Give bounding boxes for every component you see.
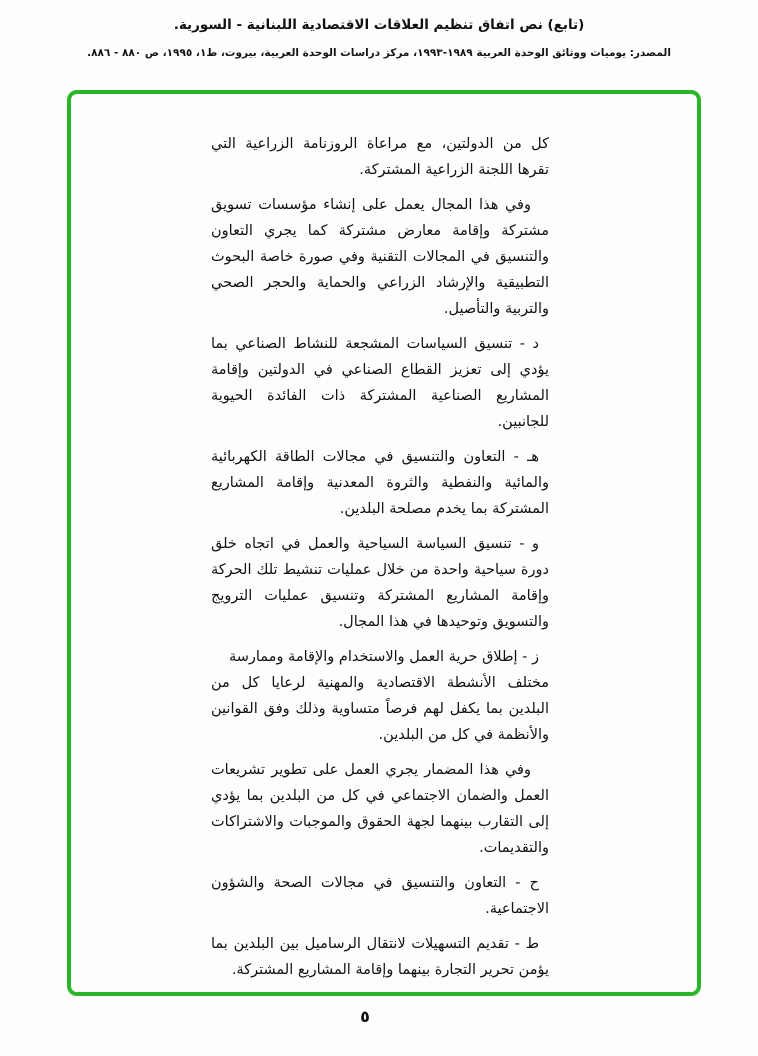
paragraph-item-dal-industrial-policy: د - تنسيق السياسات المشجعة للنشاط الصناعي بما يؤدي إلى تعزيز القطاع الصناعي في الدولتين وإقامة المشاريع الصناعية المشتركة ذات الفائدة الحيوية للجانبين. — [211, 336, 549, 430]
paragraph-item-tta-capital-transfer: ط - تقديم التسهيلات لانتقال الرساميل بين البلدين بما يؤمن تحرير التجارة بينهما وإقامة المشاريع المشتركة. — [211, 936, 549, 978]
paragraph-item-ha-energy-cooperation: هـ - التعاون والتنسيق في مجالات الطاقة الكهربائية والمائية والنفطية والثروة المعدنية وإقامة المشاريع المشتركة بما يخدم مصلحة البلدين. — [211, 449, 549, 517]
paragraph-item-zay-freedom-of-work: ز - إطلاق حرية العمل والاستخدام والإقامة وممارسة — [228, 649, 539, 665]
body-text-column — [211, 131, 549, 992]
page-number: ٥ — [360, 1007, 370, 1026]
document-title: (تابع) نص اتفاق تنظيم العلاقات الاقتصادية اللبنانية - السورية. — [173, 17, 585, 33]
paragraph-marketing-institutions: وفي هذا المجال يعمل على إنشاء مؤسسات تسويق مشتركة وإقامة معارض مشتركة كما يجري التعاون والتنسيق في المجالات التقنية وفي صورة خاصة البحوث التطبيقية والإرشاد الزراعي والحماية والحجر الصحي والتربية والتأصيل. — [211, 197, 549, 317]
paragraph-economic-activities: مختلف الأنشطة الاقتصادية والمهنية لرعايا كل من البلدين بما يكفل لهم فرصاً متساوية وذلك وفق القوانين والأنظمة في كل من البلدين. — [211, 675, 549, 743]
paragraph-labor-legislation: وفي هذا المضمار يجري العمل على تطوير تشريعات العمل والضمان الاجتماعي في كل من البلدين بما يؤدي إلى التقارب بينهما لجهة الحقوق والموجبات والاشتراكات والتقديمات. — [211, 762, 549, 856]
paragraph-item-waw-tourism-policy: و - تنسيق السياسة السياحية والعمل في اتجاه خلق دورة سياحية واحدة من خلال عمليات تنشيط تلك الحركة وإقامة المشاريع المشتركة وتنسيق عمليات الترويج والتسويق وتوحيدها في هذا المجال. — [211, 536, 549, 630]
source-citation-line: المصدر: يوميات ووثائق الوحدة العربية ١٩٨٩-١٩٩٣، مركز دراسات الوحدة العربية، بيروت، ط١، ١٩٩٥، ص ٨٨٠ - ٨٨٦. — [87, 47, 671, 59]
paragraph-item-hha-health-social: ح - التعاون والتنسيق في مجالات الصحة والشؤون الاجتماعية. — [211, 875, 549, 917]
paragraph-continuation: كل من الدولتين، مع مراعاة الروزنامة الزراعية التي تقرها اللجنة الزراعية المشتركة. — [211, 136, 549, 178]
